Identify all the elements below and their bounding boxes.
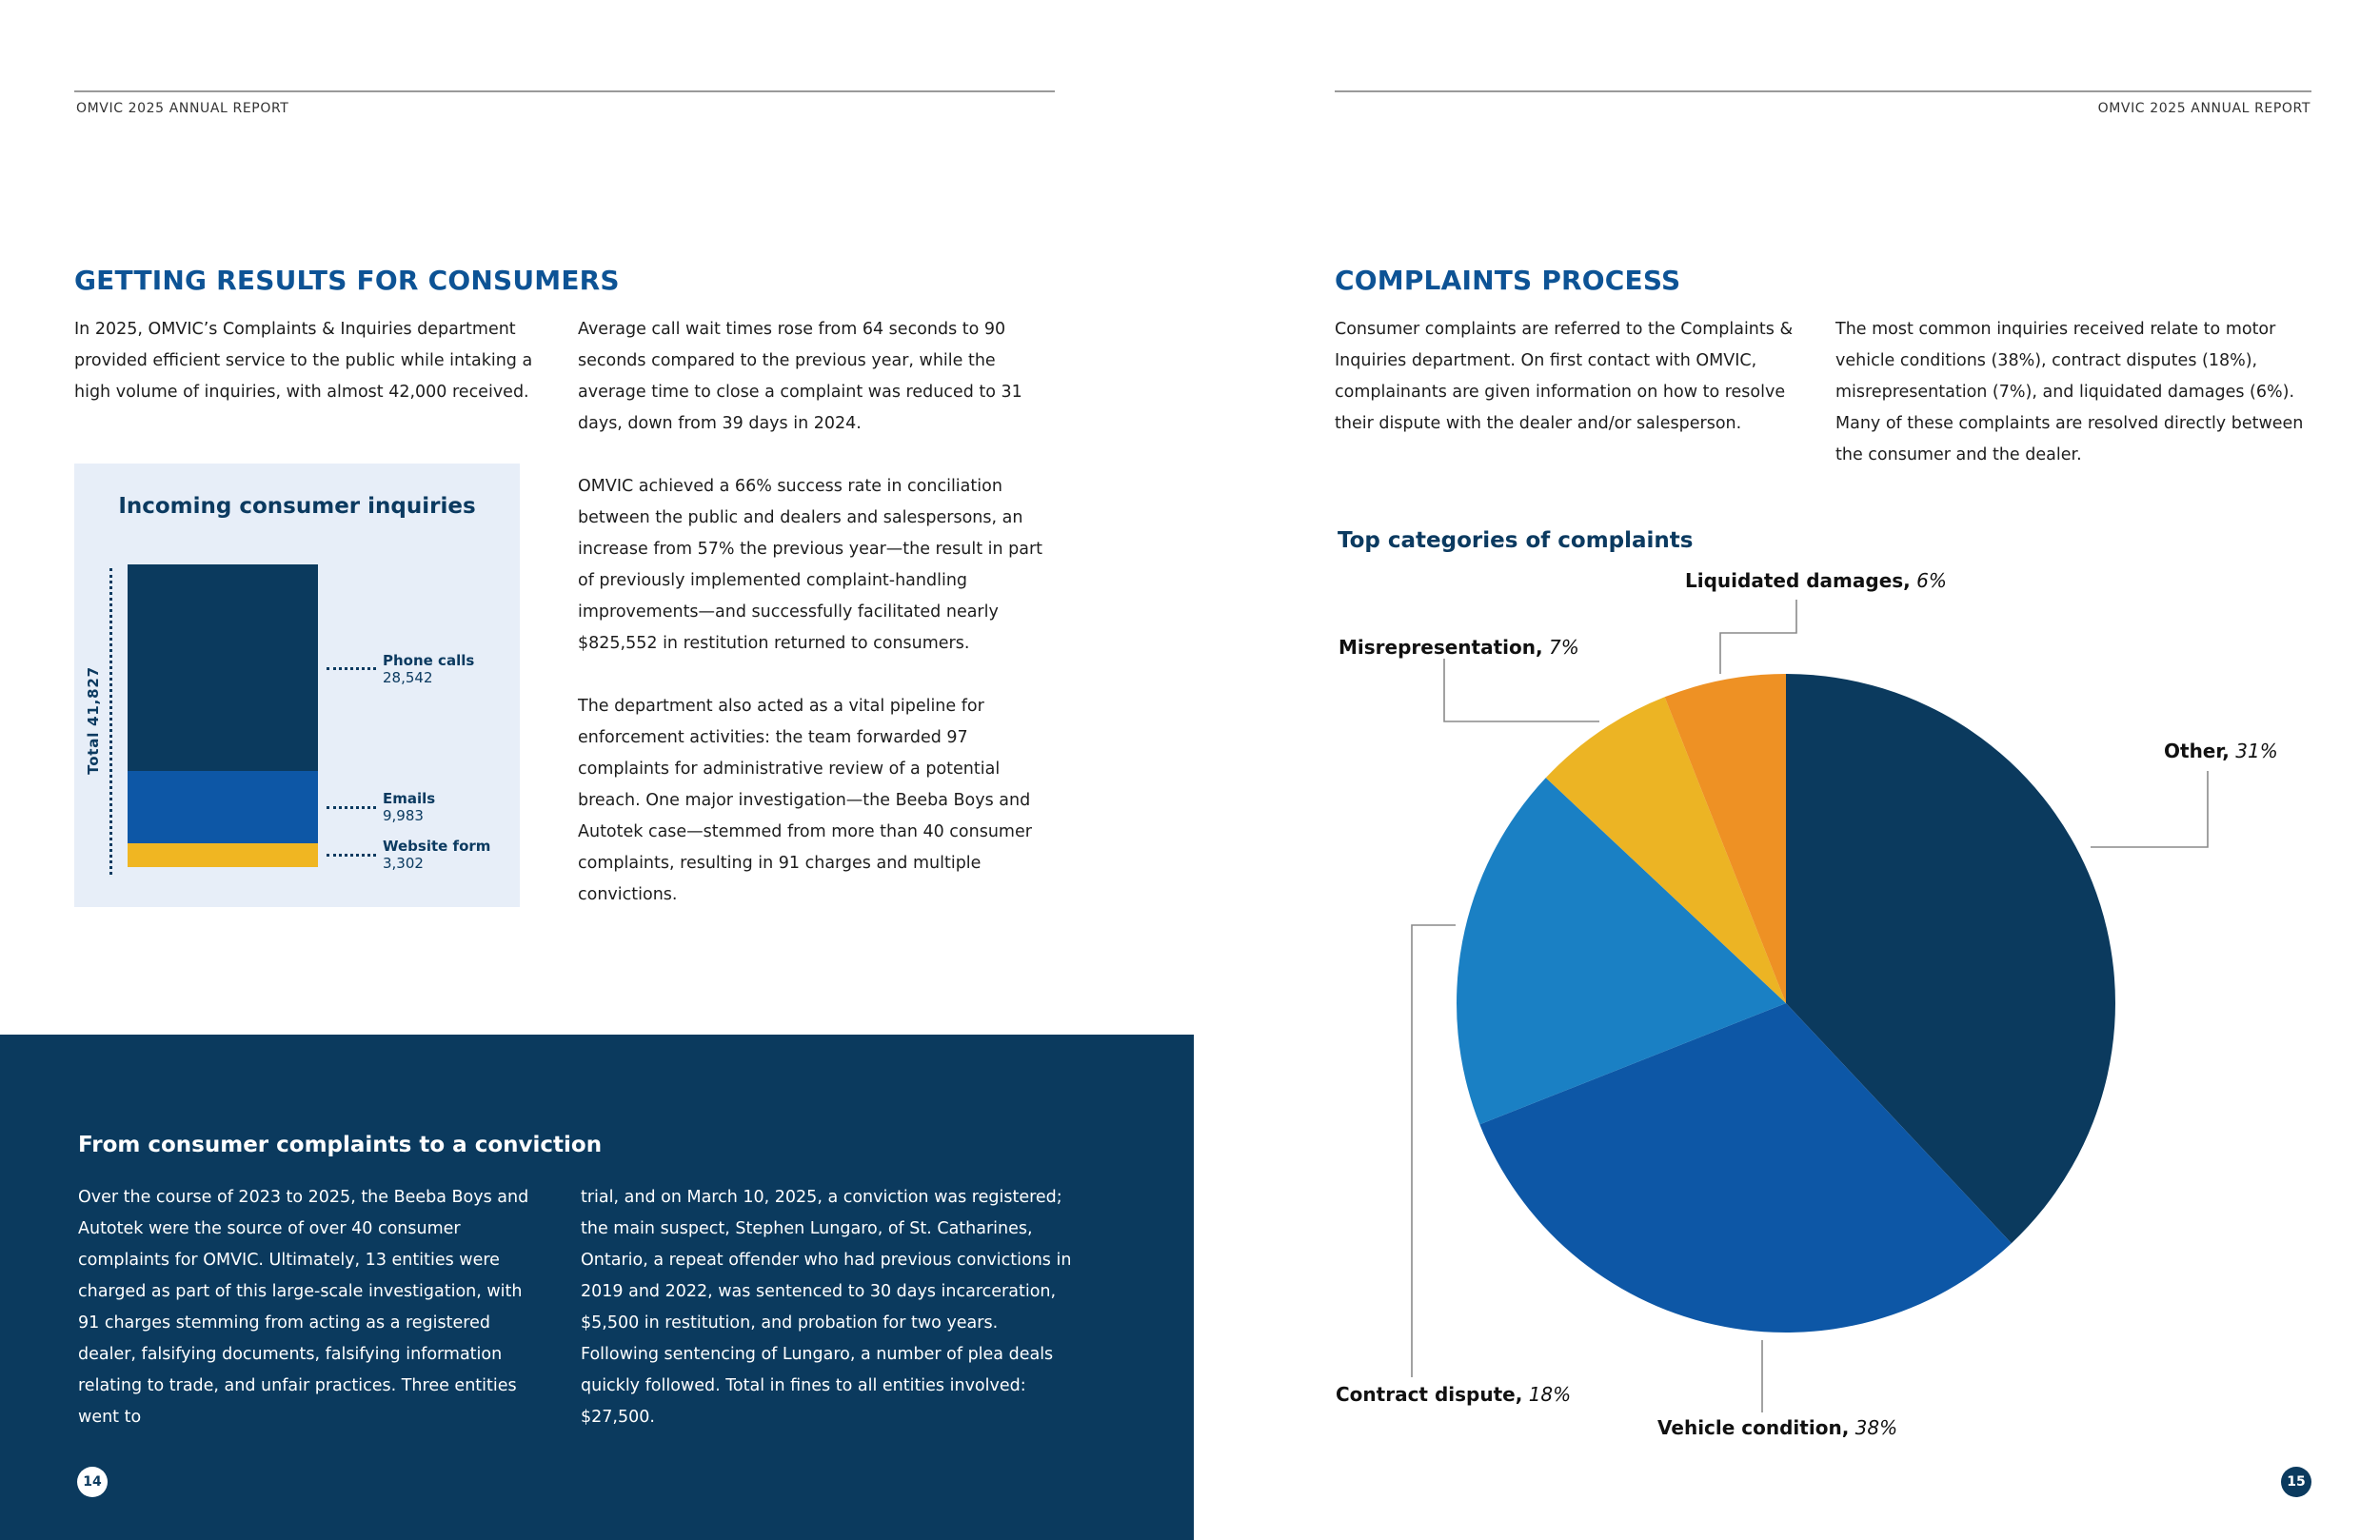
leader-contract-dispute — [1412, 925, 1456, 1377]
pie-label-liquidated-damages: Liquidated damages, 6% — [1685, 569, 1947, 592]
feature-column-2: trial, and on March 10, 2025, a conviction was registered; the main suspect, Stephen Lungaro, of St. Catharines, Ontario, a repeat offender who had previous convictions in 2019 and 2022, was sentenced to 30 days incarceration, $5,500 in restitution, and probation for two years. Following sentencing of Lungaro, a number of plea deals quickly followed. Total in fines to all entities involved: $27,500. — [581, 1188, 1072, 1427]
pie-label-contract-dispute: Contract dispute, 18% — [1336, 1383, 1572, 1406]
pie-label-liquidated-damages-value: 6% — [1916, 569, 1947, 592]
pie-label-vehicle-condition: Vehicle condition, 38% — [1657, 1416, 1898, 1439]
page-number-left: 14 — [77, 1467, 108, 1497]
running-header-right: OMVIC 2025 ANNUAL REPORT — [2097, 101, 2311, 116]
pie-label-contract-dispute-value: 18% — [1528, 1383, 1572, 1406]
pie-label-other: Other, 31% — [2164, 740, 2278, 762]
leader-other — [2091, 771, 2208, 847]
pie-label-vehicle-condition-value: 38% — [1854, 1416, 1898, 1439]
paragraph-enforcement: The department also acted as a vital pipeline for enforcement activities: the team forwarded 97 complaints for administrative review of a potential breach. One major investigation—the Beeba Boys and Autotek case—stemmed from more than 40 consumer complaints, resulting in 91 charges and multiple convictions. — [578, 697, 1032, 904]
pie-label-contract-dispute-name: Contract dispute — [1336, 1383, 1516, 1406]
intro-paragraph: In 2025, OMVIC’s Complaints & Inquiries department provided efficient service to the public while intaking a high volume of inquiries, with almost 42,000 received. — [74, 320, 533, 402]
paragraph-wait-times: Average call wait times rose from 64 seconds to 90 seconds compared to the previous year, while the average time to close a complaint was reduced to 31 days, down from 39 days in 2024. — [578, 320, 1022, 433]
page-number-right: 15 — [2281, 1467, 2311, 1497]
paragraph-success-rate: OMVIC achieved a 66% success rate in conciliation between the public and dealers and salespersons, an increase from 57% the previous year—the result in part of previously implemented complaint-handling improvements—and successfully facilitated nearly $825,552 in restitution returned to consumers. — [578, 477, 1043, 653]
pie-label-vehicle-condition-name: Vehicle condition — [1657, 1416, 1842, 1439]
running-header-left: OMVIC 2025 ANNUAL REPORT — [76, 101, 289, 116]
feature-column-1: Over the course of 2023 to 2025, the Beeba Boys and Autotek were the source of over 40 consumer complaints for OMVIC. Ultimately, 13 entities were charged as part of this large-scale investigation, with 91 charges stemming from acting as a registered dealer, falsifying documents, falsifying information relating to trade, and unfair practices. Three entities went to — [78, 1188, 529, 1427]
leader-liquidated-damages — [1720, 600, 1796, 674]
label-website-form-name: Website form — [383, 838, 491, 855]
pie-label-other-value: 31% — [2235, 740, 2278, 762]
feature-title: From consumer complaints to a conviction — [78, 1133, 603, 1157]
page-heading-right: COMPLAINTS PROCESS — [1335, 265, 1681, 296]
label-phone-calls-name: Phone calls — [383, 652, 475, 669]
label-website-form-value: 3,302 — [383, 855, 424, 872]
pie-label-other-name: Other — [2164, 740, 2223, 762]
page-heading-left: GETTING RESULTS FOR CONSUMERS — [74, 265, 620, 296]
pie-label-misrepresentation-value: 7% — [1548, 636, 1579, 659]
total-label: Total 41,827 — [85, 662, 102, 779]
pie-label-misrepresentation: Misrepresentation, 7% — [1339, 636, 1579, 659]
leader-misrepresentation — [1444, 659, 1599, 721]
label-phone-calls-value: 28,542 — [383, 669, 433, 686]
inquiries-chart-title: Incoming consumer inquiries — [118, 494, 476, 519]
pie-chart-title: Top categories of complaints — [1338, 528, 1694, 553]
complaints-column-1: Consumer complaints are referred to the Complaints & Inquiries department. On first contact with OMVIC, complainants are given information on how to resolve their dispute with the dealer and/or salesperson. — [1335, 320, 1794, 433]
pie-label-misrepresentation-name: Misrepresentation — [1339, 636, 1536, 659]
label-emails-value: 9,983 — [383, 807, 424, 824]
complaints-column-2: The most common inquiries received relate to motor vehicle conditions (38%), contract disputes (18%), misrepresentation (7%), and liquidated damages (6%). Many of these complaints are resolved directly between the consumer and the dealer. — [1835, 320, 2304, 464]
label-emails-name: Emails — [383, 790, 436, 807]
pie-label-liquidated-damages-name: Liquidated damages — [1685, 569, 1904, 592]
